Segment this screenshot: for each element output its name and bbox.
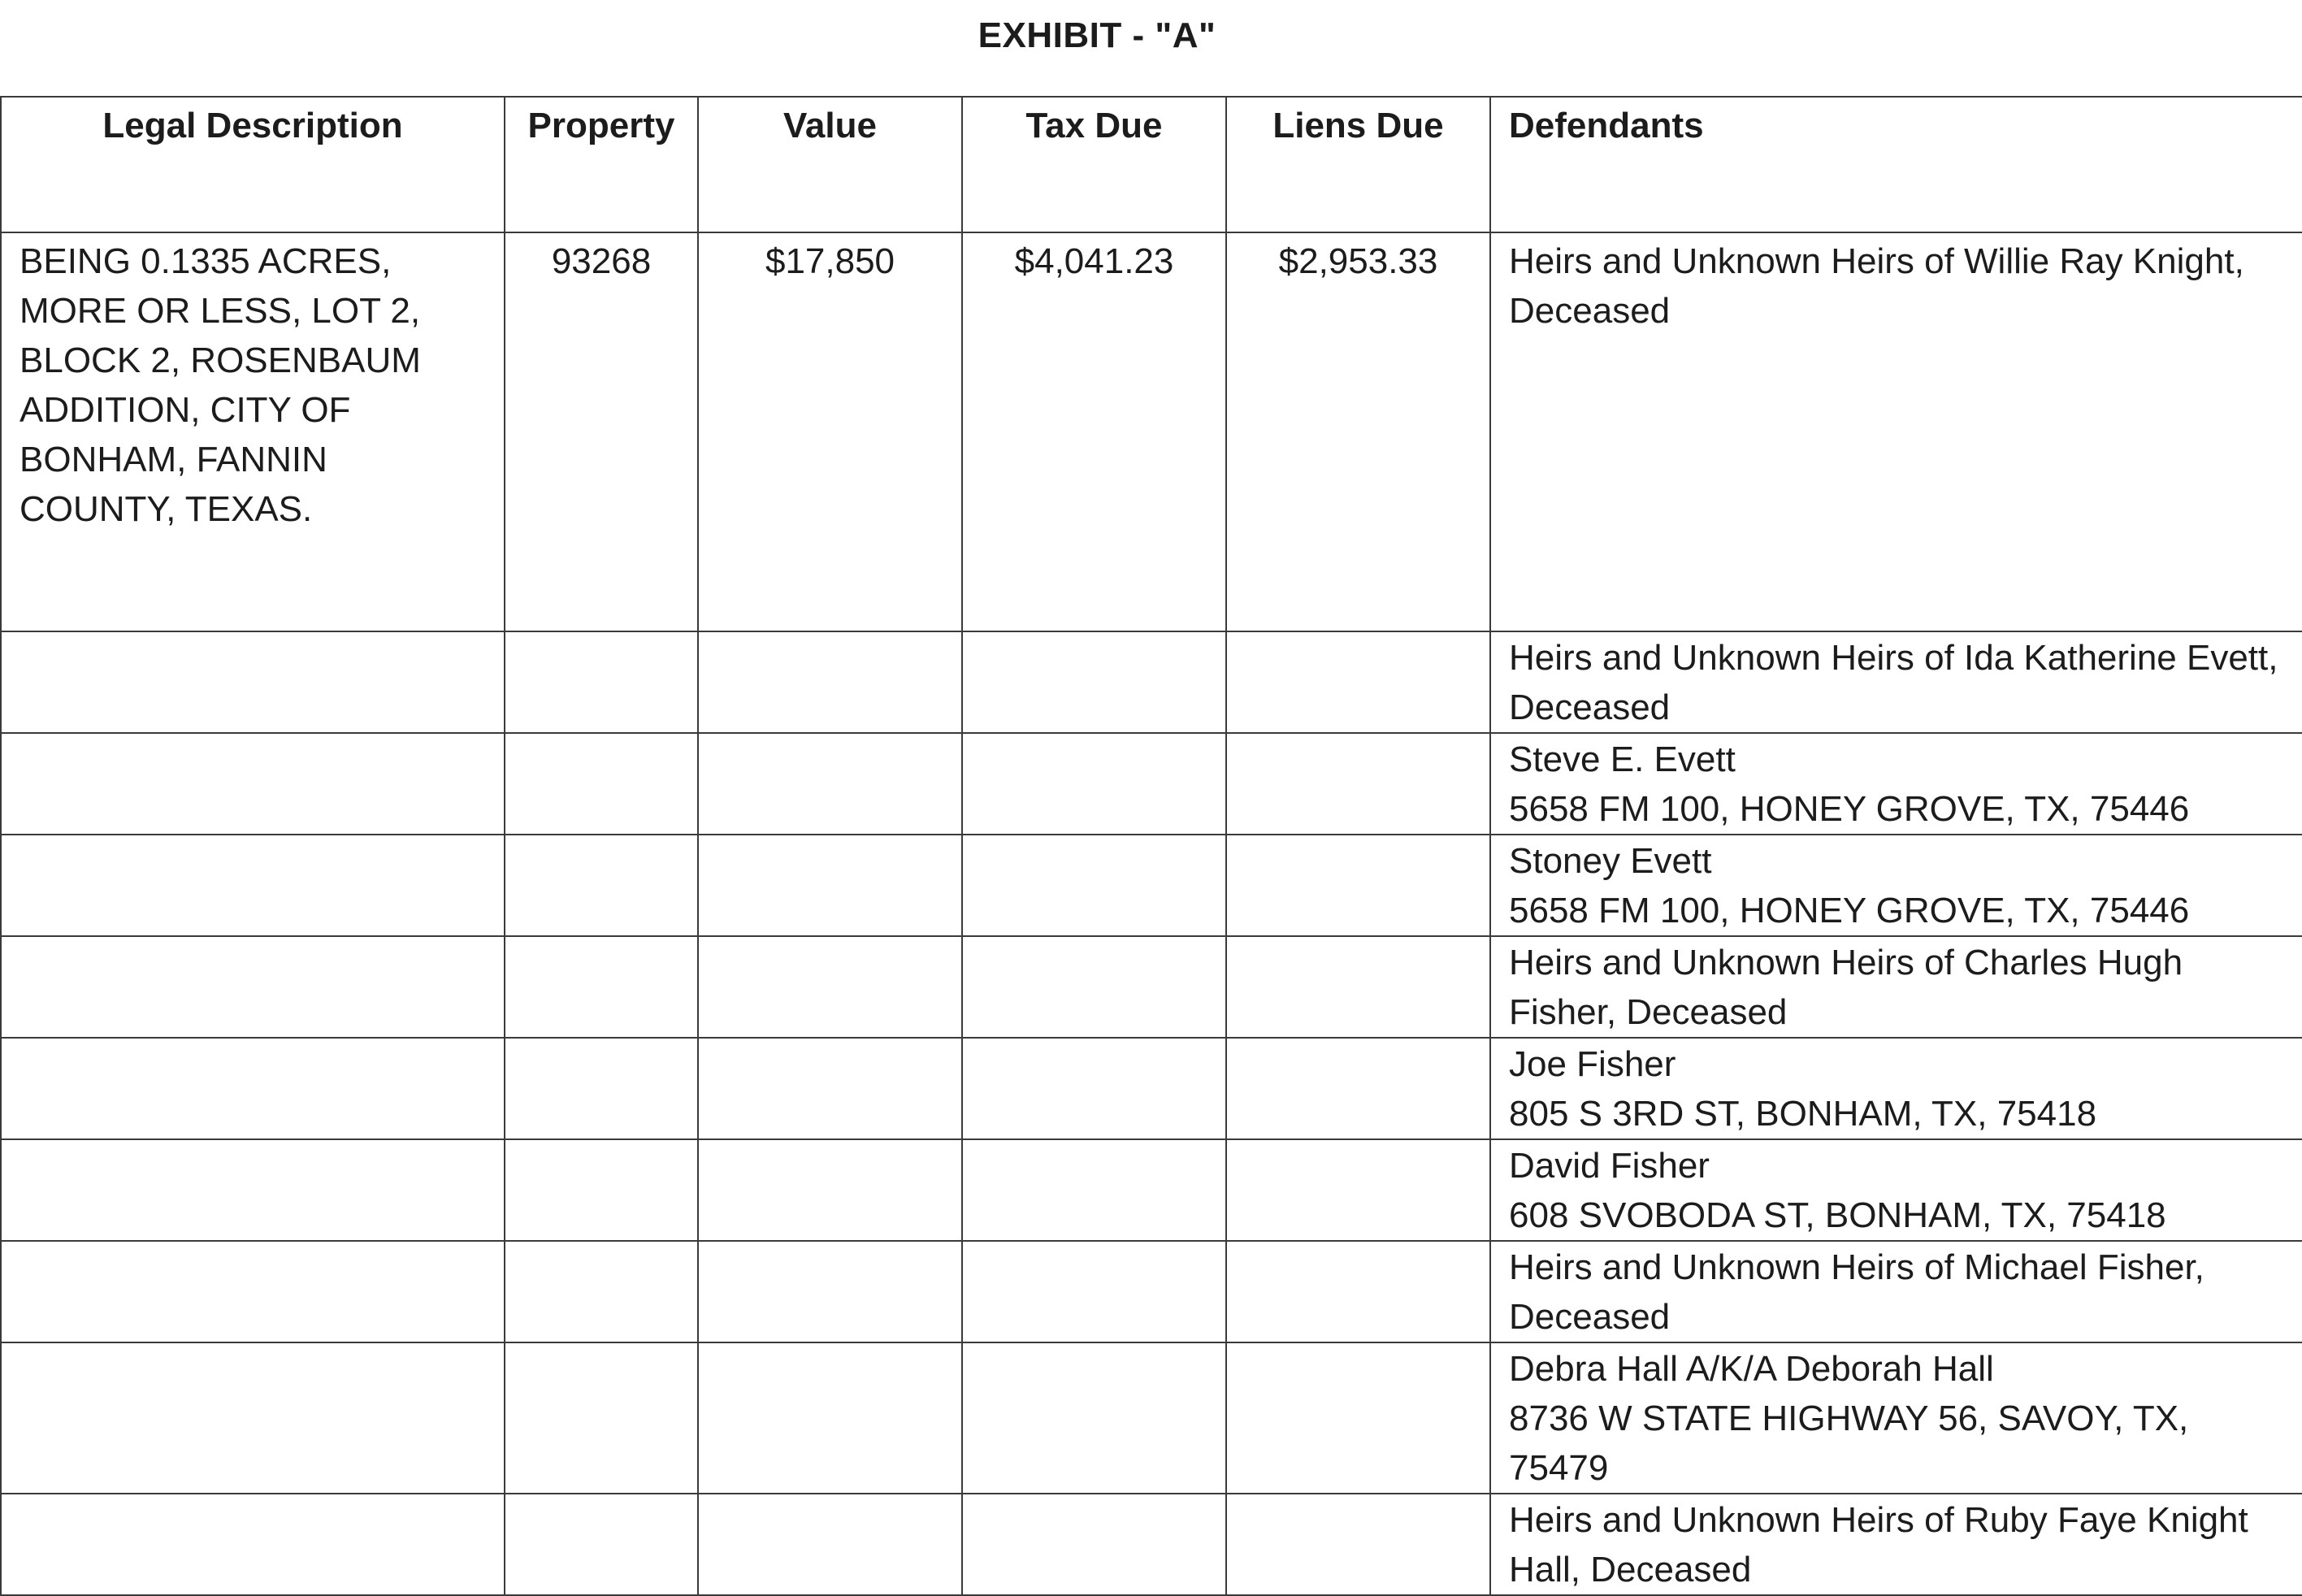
value-cell: $17,850	[698, 232, 962, 631]
empty-cell	[1226, 936, 1490, 1038]
empty-cell	[962, 1241, 1226, 1342]
header-property: Property	[505, 97, 698, 232]
empty-cell	[505, 1139, 698, 1241]
empty-cell	[505, 1342, 698, 1494]
defendant-name: Steve E. Evett	[1509, 739, 1736, 779]
empty-cell	[505, 1494, 698, 1595]
empty-cell	[1, 1241, 505, 1342]
header-value: Value	[698, 97, 962, 232]
defendant-cell	[1490, 1342, 2302, 1494]
empty-cell	[1, 936, 505, 1038]
defendant-cell	[1490, 1038, 2302, 1139]
table-row	[1, 835, 2302, 936]
empty-cell	[1, 733, 505, 835]
legal-description-cell: BEING 0.1335 ACRES, MORE OR LESS, LOT 2, BLOCK 2, ROSENBAUM ADDITION, CITY OF BONHAM, FANNIN COUNTY, TEXAS.	[1, 232, 505, 631]
table-row	[1, 1139, 2302, 1241]
defendant-cell	[1490, 936, 2302, 1038]
empty-cell	[962, 835, 1226, 936]
empty-cell	[962, 631, 1226, 733]
empty-cell	[962, 1494, 1226, 1595]
defendant-cell	[1490, 835, 2302, 936]
defendant-address: 5658 FM 100, HONEY GROVE, TX, 75446	[1509, 891, 2190, 930]
empty-cell	[962, 936, 1226, 1038]
empty-cell	[1, 631, 505, 733]
empty-cell	[698, 1241, 962, 1342]
table-row	[1, 1494, 2302, 1595]
header-row	[1, 97, 2302, 232]
table-row	[1, 232, 2302, 631]
empty-cell	[698, 631, 962, 733]
defendant-cell	[1490, 1241, 2302, 1342]
header-defendants: Defendants	[1490, 97, 2302, 232]
defendant-name: Heirs and Unknown Heirs of Willie Ray Knight, Deceased	[1509, 241, 2244, 331]
empty-cell	[698, 1038, 962, 1139]
defendant-address: 8736 W STATE HIGHWAY 56, SAVOY, TX, 75479	[1509, 1399, 2189, 1488]
defendant-cell	[1490, 232, 2302, 631]
empty-cell	[1, 1342, 505, 1494]
empty-cell	[1, 1038, 505, 1139]
empty-cell	[698, 936, 962, 1038]
defendant-name: Stoney Evett	[1509, 841, 1712, 881]
defendant-name: Heirs and Unknown Heirs of Michael Fisher, Deceased	[1509, 1247, 2204, 1337]
defendant-name: Heirs and Unknown Heirs of Ida Katherine Evett, Deceased	[1509, 638, 2278, 727]
empty-cell	[962, 1139, 1226, 1241]
empty-cell	[1226, 835, 1490, 936]
defendant-cell	[1490, 631, 2302, 733]
defendant-cell	[1490, 1494, 2302, 1595]
empty-cell	[1226, 733, 1490, 835]
empty-cell	[1226, 1139, 1490, 1241]
defendant-cell	[1490, 1139, 2302, 1241]
empty-cell	[1226, 631, 1490, 733]
defendant-name: Heirs and Unknown Heirs of Charles Hugh Fisher, Deceased	[1509, 943, 2183, 1032]
empty-cell	[962, 733, 1226, 835]
tax-due-cell: $4,041.23	[962, 232, 1226, 631]
defendant-name: David Fisher	[1509, 1146, 1710, 1186]
table-row	[1, 631, 2302, 733]
empty-cell	[698, 733, 962, 835]
empty-cell	[1, 1139, 505, 1241]
empty-cell	[1226, 1038, 1490, 1139]
defendant-cell	[1490, 733, 2302, 835]
header-legal-description: Legal Description	[1, 97, 505, 232]
defendant-name: Heirs and Unknown Heirs of Ruby Faye Knight Hall, Deceased	[1509, 1500, 2248, 1589]
empty-cell	[505, 1241, 698, 1342]
liens-due-cell: $2,953.33	[1226, 232, 1490, 631]
empty-cell	[962, 1038, 1226, 1139]
defendant-address: 5658 FM 100, HONEY GROVE, TX, 75446	[1509, 789, 2190, 829]
empty-cell	[698, 1342, 962, 1494]
table-row	[1, 733, 2302, 835]
defendant-name: Joe Fisher	[1509, 1044, 1676, 1084]
empty-cell	[505, 835, 698, 936]
empty-cell	[1226, 1342, 1490, 1494]
empty-cell	[505, 1038, 698, 1139]
defendant-name: Debra Hall A/K/A Deborah Hall	[1509, 1349, 1994, 1389]
empty-cell	[1, 1494, 505, 1595]
empty-cell	[698, 1139, 962, 1241]
empty-cell	[1226, 1241, 1490, 1342]
exhibit-title: EXHIBIT - "A"	[978, 15, 1216, 55]
table-row	[1, 1241, 2302, 1342]
empty-cell	[1, 835, 505, 936]
empty-cell	[505, 733, 698, 835]
empty-cell	[505, 936, 698, 1038]
header-liens-due: Liens Due	[1226, 97, 1490, 232]
exhibit-table	[0, 96, 2302, 1596]
table-row	[1, 1342, 2302, 1494]
header-tax-due: Tax Due	[962, 97, 1226, 232]
empty-cell	[1226, 1494, 1490, 1595]
empty-cell	[962, 1342, 1226, 1494]
empty-cell	[698, 1494, 962, 1595]
defendant-address: 608 SVOBODA ST, BONHAM, TX, 75418	[1509, 1195, 2166, 1235]
table-row	[1, 1038, 2302, 1139]
table-row	[1, 936, 2302, 1038]
empty-cell	[698, 835, 962, 936]
empty-cell	[505, 631, 698, 733]
defendant-address: 805 S 3RD ST, BONHAM, TX, 75418	[1509, 1094, 2097, 1134]
property-cell: 93268	[505, 232, 698, 631]
